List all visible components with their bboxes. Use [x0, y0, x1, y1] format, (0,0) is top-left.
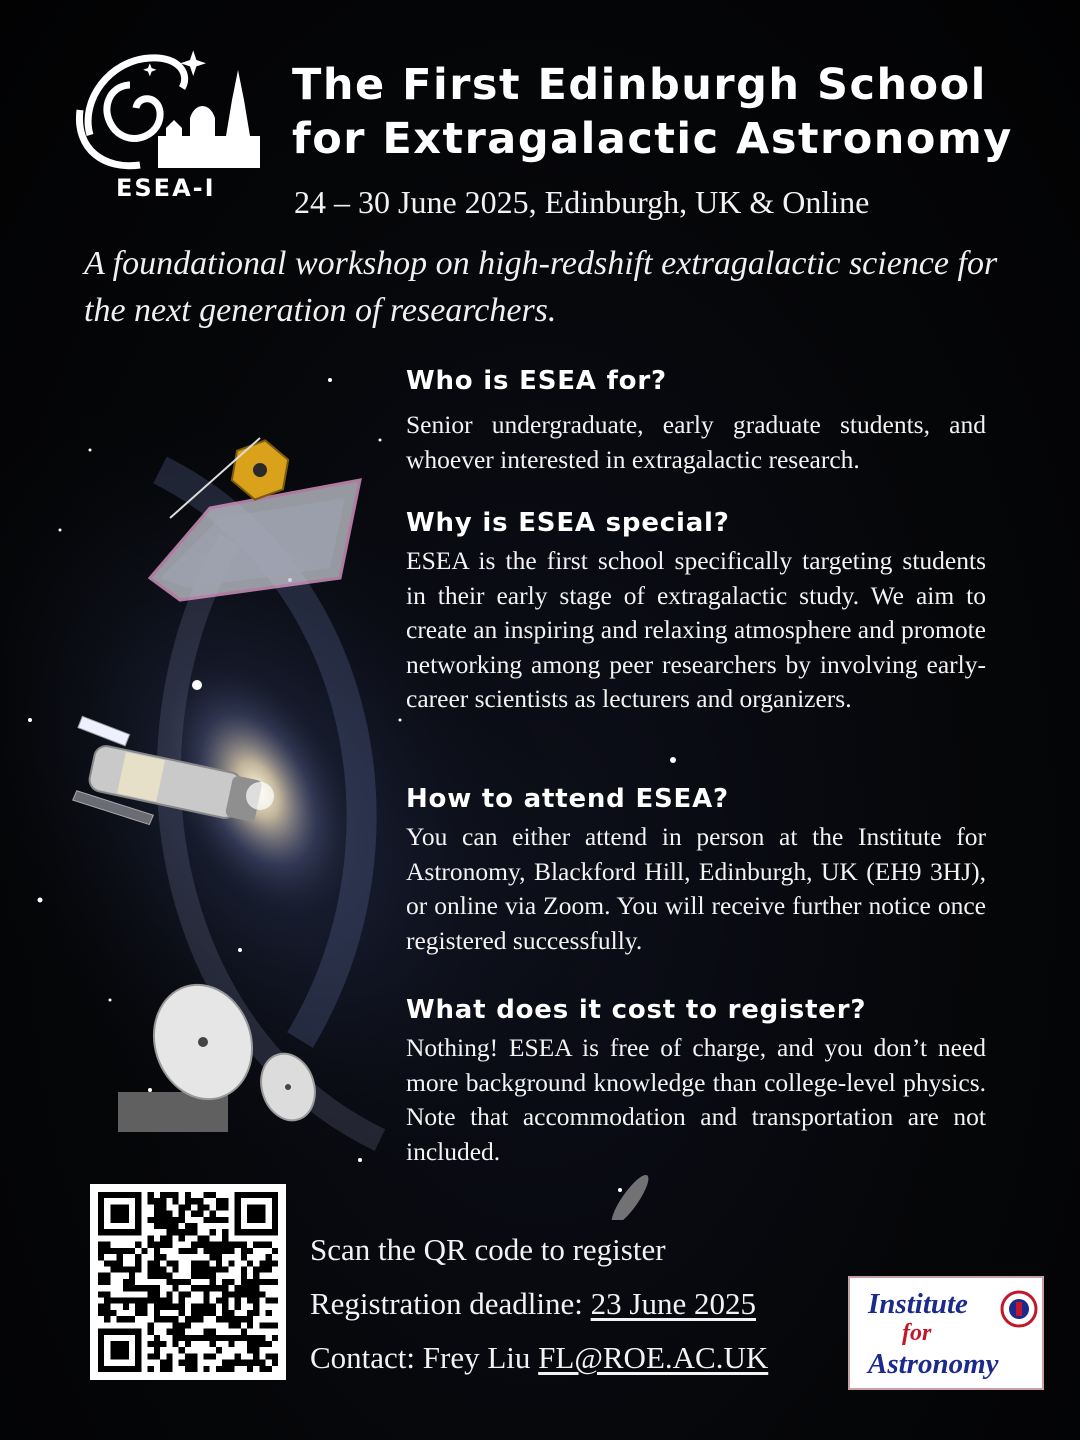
ifa-line-3: Astronomy [868, 1348, 999, 1380]
jwst-telescope-icon [140, 428, 390, 618]
deadline-line [310, 1286, 768, 1340]
scan-instruction: Scan the QR code to register [310, 1232, 666, 1267]
section-body: ESEA is the first school specifically targeting students in their early stage of extragalactic study. We aim to create an inspiring and relaxing atmosphere and promote networking among peer researchers by involving early-career scientists as lecturers and organizers. [406, 546, 986, 713]
qr-code-icon [98, 1192, 278, 1372]
section-heading: Why is ESEA special? [406, 508, 730, 538]
deadline-label: Registration deadline: [310, 1286, 591, 1321]
section-body: You can either attend in person at the Institute for Astronomy, Blackford Hill, Edinburgh, UK (EH9 3HJ), or online via Zoom. You will receive further notice once registered successfully. [406, 822, 986, 955]
contact-label: Contact: Frey Liu [310, 1340, 539, 1375]
title-line-1: The First Edinburgh School [292, 60, 987, 110]
contact-line [310, 1340, 768, 1394]
esea-galaxy-logo-icon [70, 40, 270, 210]
section-why [406, 508, 986, 717]
section-who [406, 366, 986, 477]
title-line-2: for Extragalactic Astronomy [292, 114, 1013, 164]
page-title [292, 58, 1052, 166]
hubble-telescope-icon [60, 700, 280, 870]
date-location: 24 – 30 June 2025, Edinburgh, UK & Online [294, 184, 870, 220]
contact-email-link[interactable]: FL@ROE.AC.UK [538, 1340, 769, 1375]
section-body: Senior undergraduate, early graduate students, and whoever interested in extragalactic research. [406, 410, 986, 474]
radio-dishes-icon [108, 982, 328, 1142]
section-cost [406, 995, 986, 1169]
university-seal-icon [1000, 1290, 1038, 1328]
tagline: A foundational workshop on high-redshift extragalactic science for the next generation of researchers. [84, 245, 998, 329]
deadline-date: 23 June 2025 [590, 1286, 756, 1321]
logo-text: ESEA-I [116, 174, 216, 202]
section-how [406, 784, 986, 958]
institute-for-astronomy-logo [848, 1276, 1044, 1390]
section-body: Nothing! ESEA is free of charge, and you don’t need more background knowledge than college-level physics. Note that accommodation and transportation are not included. [406, 1033, 986, 1166]
registration-qr-code[interactable] [90, 1184, 286, 1380]
footer-info [310, 1232, 768, 1394]
section-heading: What does it cost to register? [406, 995, 867, 1025]
ifa-line-1: Institute [868, 1288, 968, 1320]
section-heading: How to attend ESEA? [406, 784, 729, 814]
ifa-line-2: for [902, 1320, 932, 1346]
section-heading: Who is ESEA for? [406, 366, 667, 396]
